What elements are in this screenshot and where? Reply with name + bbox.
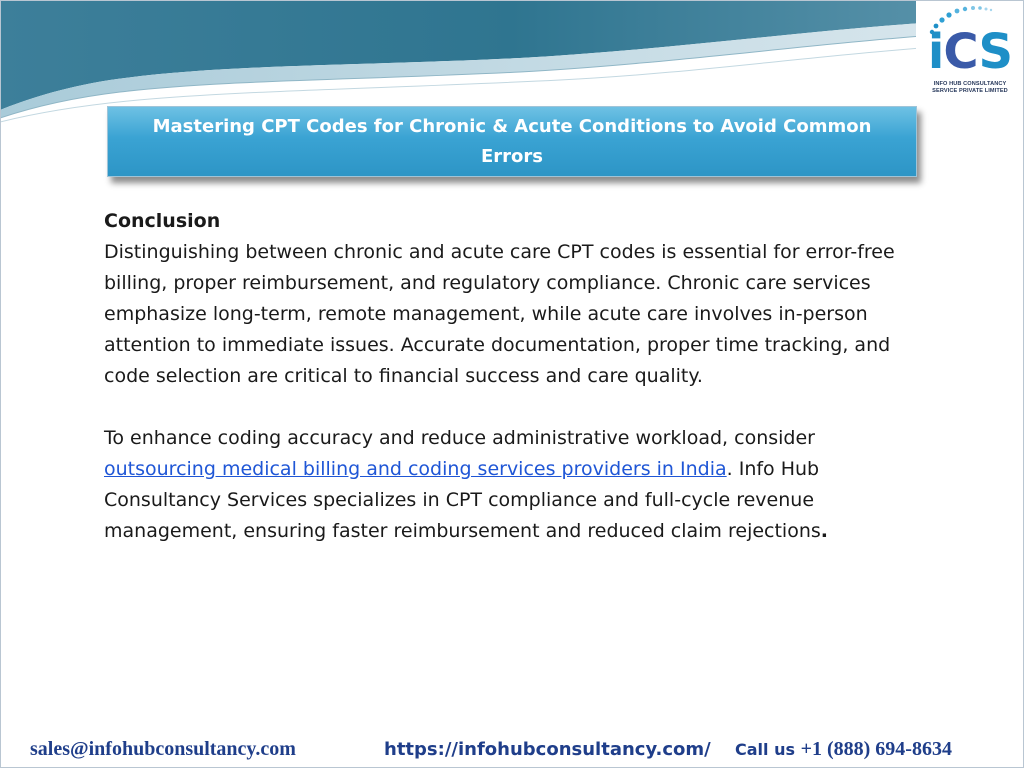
section-heading: Conclusion bbox=[104, 210, 221, 232]
slide-title bbox=[127, 112, 897, 172]
company-logo bbox=[918, 24, 1022, 80]
outsourcing-services-link[interactable]: outsourcing medical billing and coding services providers in India bbox=[104, 458, 727, 480]
logo-letter-i: i bbox=[927, 24, 944, 80]
logo-letter-c: C bbox=[943, 24, 979, 80]
content-body bbox=[104, 206, 904, 547]
closing-period: . bbox=[820, 520, 828, 542]
slide-title-line1: Mastering CPT Codes for Chronic & Acute Conditions to Avoid Common bbox=[152, 115, 872, 137]
footer-website[interactable]: https://infohubconsultancy.com/ bbox=[384, 739, 711, 760]
logo-company-line2: SERVICE PRIVATE LIMITED bbox=[932, 88, 1008, 94]
paragraph-spacer bbox=[104, 392, 904, 423]
footer-phone[interactable] bbox=[735, 738, 952, 761]
footer-call-label: Call us bbox=[735, 740, 801, 759]
recommendation-paragraph bbox=[104, 423, 904, 547]
recommendation-text-start: To enhance coding accuracy and reduce administrative workload, consider bbox=[104, 427, 815, 449]
logo-company-line1: INFO HUB CONSULTANCY bbox=[933, 81, 1007, 87]
recommendation-text-end: . Info Hub Consultancy Services specializes in CPT compliance and full-cycle revenue management, ensuring faster reimbursement and reduced claim rejections bbox=[104, 458, 821, 542]
slide-title-line2: Errors bbox=[480, 145, 543, 167]
logo-company-name bbox=[919, 81, 1021, 95]
slide-title-box bbox=[107, 106, 917, 177]
conclusion-paragraph: Distinguishing between chronic and acute care CPT codes is essential for error-free billing, proper reimbursement, and regulatory compliance. Chronic care services emphasize long-term, remote management, while acute care involves in-person attention to immediate issues. Accurate documentation, proper time tracking, and code selection are critical to financial success and care quality. bbox=[104, 241, 895, 387]
footer-phone-number[interactable]: +1 (888) 694-8634 bbox=[800, 738, 952, 760]
logo-letter-s: S bbox=[978, 24, 1013, 80]
footer-email[interactable]: sales@infohubconsultancy.com bbox=[30, 738, 296, 760]
